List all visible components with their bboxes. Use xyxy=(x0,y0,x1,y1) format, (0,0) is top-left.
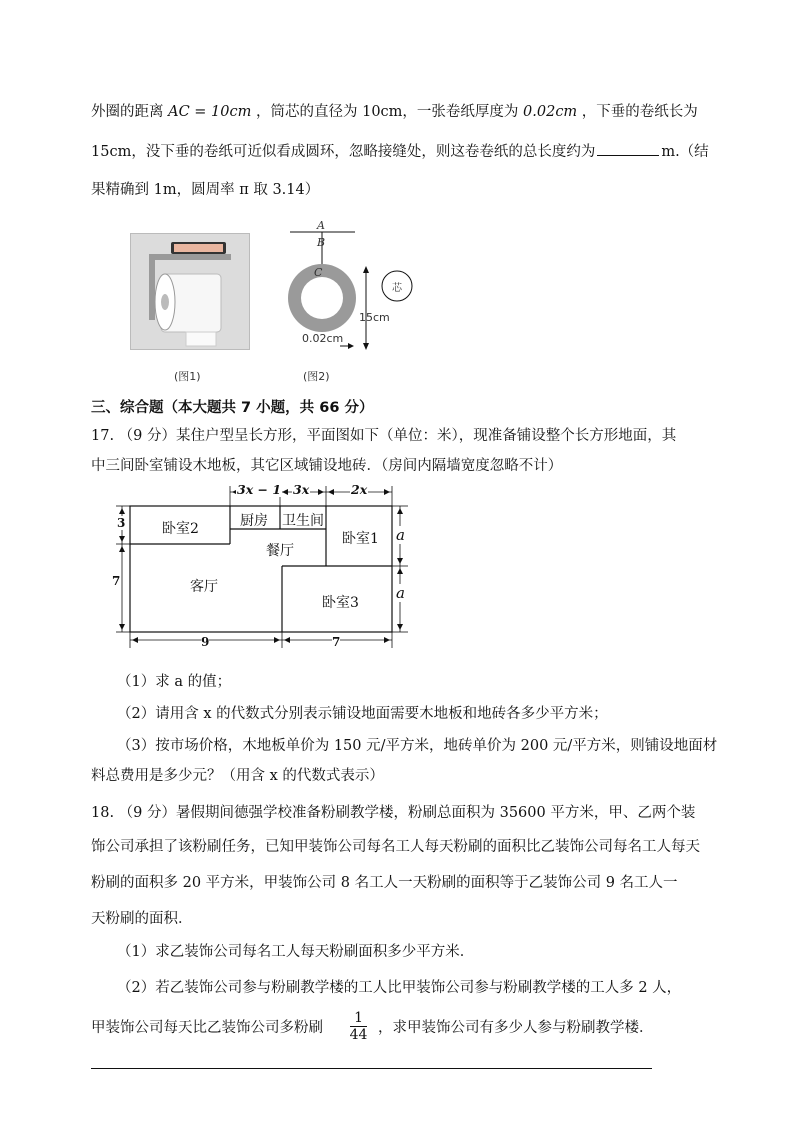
dim-a-top: a xyxy=(396,526,405,544)
q18-sub2-c: ，求甲装饰公司有多少人参与粉刷教学楼． xyxy=(378,1020,654,1036)
toilet-roll-photo xyxy=(130,233,250,350)
dim-3: 3 xyxy=(117,516,126,530)
q17-line1: 17. （9 分）某住户型呈长方形，平面图如下（单位：米），现准备铺设整个长方形地面，其 xyxy=(91,428,677,444)
room-bedroom2: 卧室2 xyxy=(162,518,199,538)
q16-line2 xyxy=(91,140,709,161)
hang-arrow-head-down xyxy=(363,343,369,350)
q16-line1 xyxy=(91,100,698,121)
footer-rule xyxy=(91,1068,652,1069)
dim-7-bottom: 7 xyxy=(332,635,341,649)
dim-7-left: 7 xyxy=(112,574,121,588)
room-bathroom: 卫生间 xyxy=(282,513,324,529)
fraction-numerator: 1 xyxy=(350,1010,368,1027)
q16-line1-math: AC = 10cm xyxy=(168,104,252,120)
fig1-caption: (图1) xyxy=(174,370,201,383)
section-title: 三、综合题（本大题共 7 小题，共 66 分） xyxy=(91,400,374,416)
dim-2x: 2x xyxy=(351,482,368,497)
dim-a-bottom: a xyxy=(396,584,405,602)
fig2-caption: (图2) xyxy=(303,370,330,383)
q18-line1: 18. （9 分）暑假期间德强学校准备粉刷教学楼，粉刷总面积为 35600 平方米，甲、乙两个装 xyxy=(91,805,696,821)
q18-sub2-a: （2）若乙装饰公司参与粉刷教学楼的工人比甲装饰公司参与粉刷教学楼的工人多 2 人， xyxy=(117,980,682,996)
q18-sub1: （1）求乙装饰公司每名工人每天粉刷面积多少平方米． xyxy=(117,944,475,960)
room-dining: 餐厅 xyxy=(266,543,294,559)
room-kitchen: 厨房 xyxy=(240,513,268,529)
label-c: C xyxy=(314,266,323,279)
q18-line2: 饰公司承担了该粉刷任务，已知甲装饰公司每名工人每天粉刷的面积比乙装饰公司每名工人每天 xyxy=(91,839,700,855)
room-bedroom1: 卧室1 xyxy=(342,531,379,547)
q16-line1-math2: 0.02cm xyxy=(523,104,578,120)
q18-line3: 粉刷的面积多 20 平方米，甲装饰公司 8 名工人一天粉刷的面积等于乙装饰公司 9 名工人一 xyxy=(91,875,678,891)
q18-sub2-b: 甲装饰公司每天比乙装饰公司多粉刷 xyxy=(91,1020,323,1036)
hang-arrow-head-up xyxy=(363,266,369,273)
room-living: 客厅 xyxy=(190,579,218,595)
q16-line1-b: ，筒芯的直径为 10cm，一张卷纸厚度为 xyxy=(255,104,524,120)
q16-line2-a: 15cm，没下垂的卷纸可近似看成圆环，忽略接缝处，则这卷卷纸的总长度约为 xyxy=(91,144,596,160)
dim-9: 9 xyxy=(201,635,210,649)
q16-line2-b: m.（结 xyxy=(661,144,709,160)
thickness-arrow-head xyxy=(348,343,354,349)
label-15cm: 15cm xyxy=(359,311,390,324)
q17-sub3-b: 料总费用是多少元？（用含 x 的代数式表示） xyxy=(91,768,384,784)
q17-sub2: （2）请用含 x 的代数式分别表示铺设地面需要木地板和地砖各多少平方米； xyxy=(117,706,608,722)
q16-line3: 果精确到 1m，圆周率 π 取 3.14） xyxy=(91,182,320,198)
dim-3x: 3x xyxy=(293,482,310,497)
inner-core xyxy=(301,277,343,319)
q17-line2: 中三间卧室铺设木地板，其它区域铺设地砖．（房间内隔墙宽度忽略不计） xyxy=(91,458,563,474)
label-core: 芯 xyxy=(392,283,402,294)
q17-sub3-a: （3）按市场价格，木地板单价为 150 元/平方米，地砖单价为 200 元/平方米，则铺设地面材 xyxy=(117,738,718,754)
label-b: B xyxy=(317,236,326,249)
label-thickness: 0.02cm xyxy=(302,332,344,345)
fraction-1-44 xyxy=(350,1010,368,1043)
room-bedroom3: 卧室3 xyxy=(322,595,359,611)
floor-plan xyxy=(110,482,415,662)
answer-blank xyxy=(597,141,659,156)
q16-line1-a: 外圈的距离 xyxy=(91,104,169,120)
dim-3x-minus-1: 3x − 1 xyxy=(237,482,282,497)
q17-sub1: （1）求 a 的值； xyxy=(117,674,232,690)
fraction-denominator: 44 xyxy=(349,1027,368,1043)
q18-line4: 天粉刷的面积． xyxy=(91,911,193,927)
q16-line1-c: ，下垂的卷纸长为 xyxy=(581,104,698,120)
q18-sub2-b-line xyxy=(91,1010,654,1043)
label-a: A xyxy=(317,219,325,232)
